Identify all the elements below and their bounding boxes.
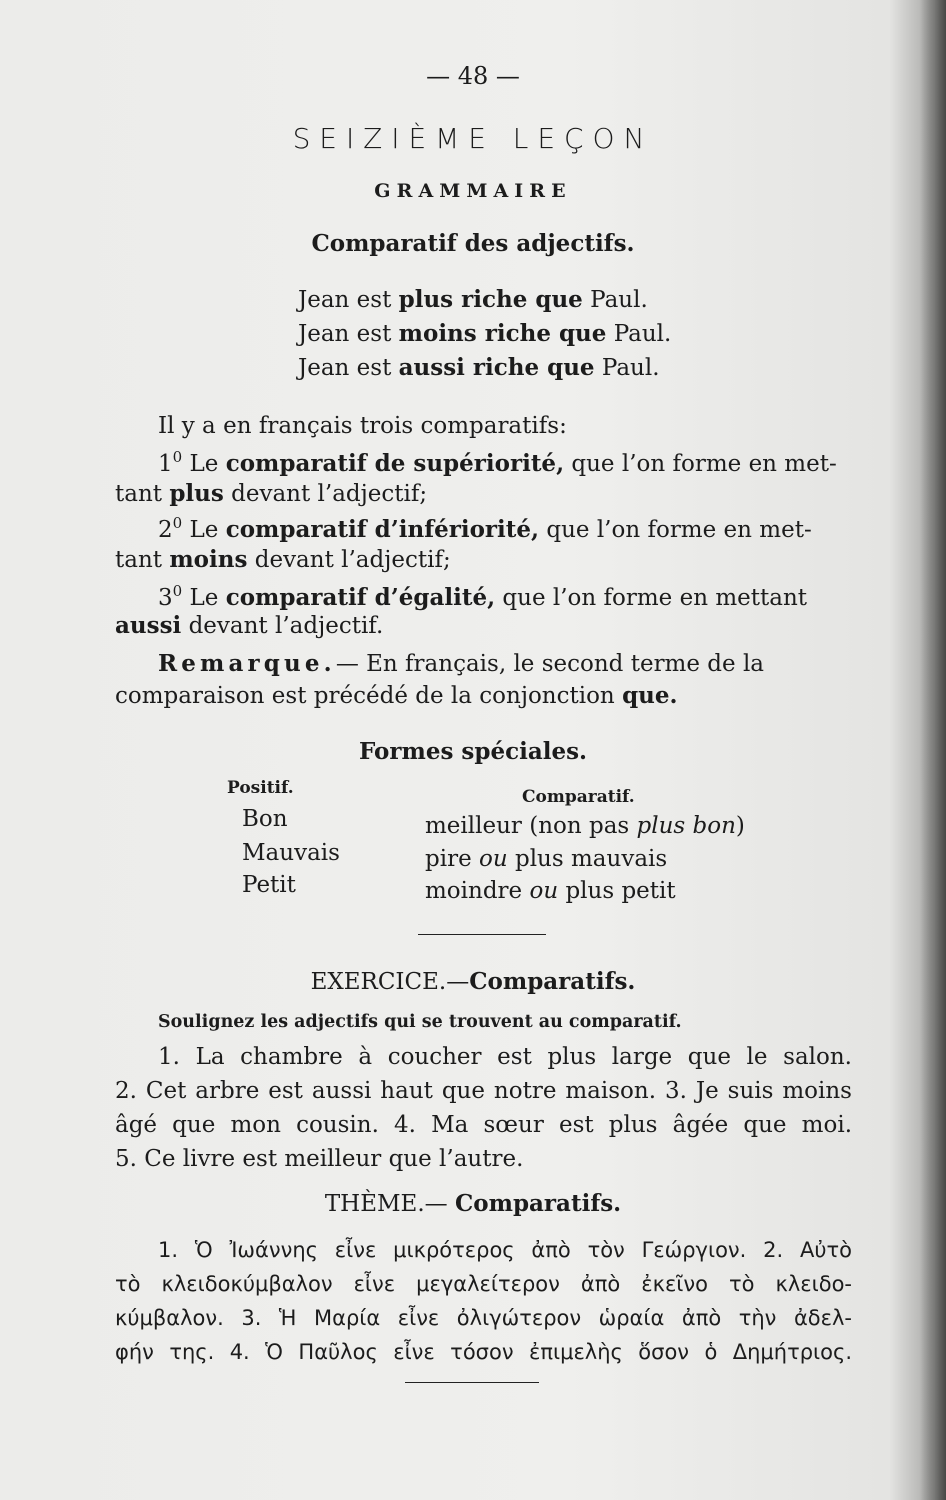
comparatif-text: moindre — [425, 878, 530, 904]
comparatif-italic: ou — [529, 878, 559, 904]
exercice-title — [0, 968, 946, 995]
theme-line: φήν της. 4. Ὁ Παῦλος εἶνε τόσον ἐπιμελὴς ὅσον ὁ Δημήτριος. — [115, 1340, 852, 1364]
rule-text: Le — [182, 585, 226, 611]
example-bold: moins riche que — [398, 320, 607, 347]
example-text: Jean est — [298, 287, 399, 313]
page-number: — 48 — — [426, 62, 520, 90]
example-text: Paul. — [606, 321, 672, 347]
rule-text: Le — [182, 517, 226, 543]
rule-ordinal: 0 — [172, 514, 183, 532]
lesson-title: SEIZIÈME LEÇON — [292, 122, 654, 155]
exercice-title-text: EXERCICE.— — [310, 969, 470, 995]
rule-number: 2 — [158, 517, 173, 543]
exercice-line: 1. La chambre à coucher est plus large que le salon. — [158, 1044, 852, 1070]
rule-keyword: moins — [169, 546, 248, 573]
positif-cell: Mauvais — [242, 840, 340, 866]
theme-line: τὸ κλειδοκύμβαλον εἶνε μεγαλείτερον ἀπὸ ἐκεῖνο τὸ κλειδο- — [115, 1272, 852, 1296]
rule-term: comparatif d’infériorité, — [225, 516, 540, 543]
rule-2-line-1 — [158, 514, 812, 543]
example-line — [298, 320, 671, 347]
rule-ordinal: 0 — [172, 582, 183, 600]
remarque-text: — En français, le second terme de la — [335, 651, 765, 677]
remarque-label: Remarque. — [158, 650, 336, 677]
exercice-instruction: Soulignez les adjectifs qui se trouvent au comparatif. — [158, 1012, 682, 1032]
theme-title-text: THÈME.— — [324, 1191, 455, 1217]
rule-text: tant — [115, 547, 170, 573]
remarque-text: comparaison est précédé de la conjonction — [115, 683, 623, 709]
comparatif-text: pire — [425, 846, 479, 872]
example-bold: plus riche que — [398, 286, 583, 313]
rule-text: devant l’adjectif; — [247, 547, 451, 573]
comparatif-cell — [425, 813, 745, 839]
exercice-line: 2. Cet arbre est aussi haut que notre maison. 3. Je suis moins — [115, 1078, 852, 1104]
rule-2-line-2 — [115, 546, 451, 573]
example-text: Jean est — [298, 355, 399, 381]
positif-cell: Petit — [242, 872, 296, 898]
comparatif-text: ) — [735, 813, 745, 839]
formes-title: Formes spéciales. — [358, 738, 588, 765]
example-bold: aussi riche que — [398, 354, 595, 381]
rule-text: devant l’adjectif; — [223, 481, 428, 507]
lesson-subtitle: Comparatif des adjectifs. — [311, 230, 635, 257]
theme-title — [0, 1190, 946, 1217]
rule-text: que l’on forme en met- — [564, 451, 837, 477]
rule-term: comparatif de supériorité, — [225, 450, 565, 477]
rule-term: comparatif d’égalité, — [225, 584, 496, 611]
rule-text: devant l’adjectif. — [181, 613, 384, 639]
rule-text: que l’on forme en met- — [539, 517, 812, 543]
comparatif-cell — [425, 878, 676, 904]
rule-1-line-2 — [115, 480, 427, 507]
rule-text: que l’on forme en mettant — [495, 585, 808, 611]
rule-text: tant — [115, 481, 170, 507]
section-divider — [418, 934, 546, 935]
column-header-comparatif: Comparatif. — [522, 787, 635, 807]
section-heading: GRAMMAIRE — [374, 180, 572, 202]
remarque-line-2 — [115, 682, 678, 709]
exercice-line: 5. Ce livre est meilleur que l’autre. — [115, 1146, 524, 1172]
comparatif-italic: ou — [479, 846, 508, 872]
example-text: Paul. — [582, 287, 648, 313]
comparatif-italic: plus bon — [636, 813, 736, 839]
rule-3-line-2 — [115, 612, 383, 639]
rule-number: 1 — [158, 451, 173, 477]
rule-ordinal: 0 — [172, 448, 183, 466]
theme-line: κύμβαλον. 3. Ἡ Μαρία εἶνε ὀλιγώτερον ὡραία ἀπὸ τὴν ἀδελ- — [115, 1306, 852, 1330]
comparatif-text: plus petit — [558, 878, 676, 904]
column-header-positif: Positif. — [227, 778, 294, 798]
rule-1-line-1 — [158, 448, 837, 477]
theme-title-bold: Comparatifs. — [454, 1190, 622, 1217]
example-text: Paul. — [594, 355, 660, 381]
exercice-line: âgé que mon cousin. 4. Ma sœur est plus âgée que moi. — [115, 1112, 852, 1138]
rule-keyword: aussi — [115, 612, 182, 639]
example-line — [298, 286, 648, 313]
rule-number: 3 — [158, 585, 173, 611]
rule-keyword: plus — [169, 480, 224, 507]
exercice-title-bold: Comparatifs. — [469, 968, 636, 995]
remarque-line-1 — [158, 650, 764, 677]
remarque-keyword: que. — [622, 682, 678, 709]
comparatif-cell — [425, 846, 667, 872]
example-text: Jean est — [298, 321, 399, 347]
comparatif-text: meilleur (non pas — [425, 813, 637, 839]
end-divider — [405, 1382, 539, 1383]
positif-cell: Bon — [242, 806, 288, 832]
example-line — [298, 354, 660, 381]
rule-text: Le — [182, 451, 226, 477]
rule-3-line-1 — [158, 582, 807, 611]
intro-text: Il y a en français trois comparatifs: — [158, 413, 567, 439]
theme-line: 1. Ὁ Ἰωάννης εἶνε μικρότερος ἀπὸ τὸν Γεώργιον. 2. Αὐτὸ — [158, 1238, 852, 1262]
comparatif-text: plus mauvais — [507, 846, 668, 872]
